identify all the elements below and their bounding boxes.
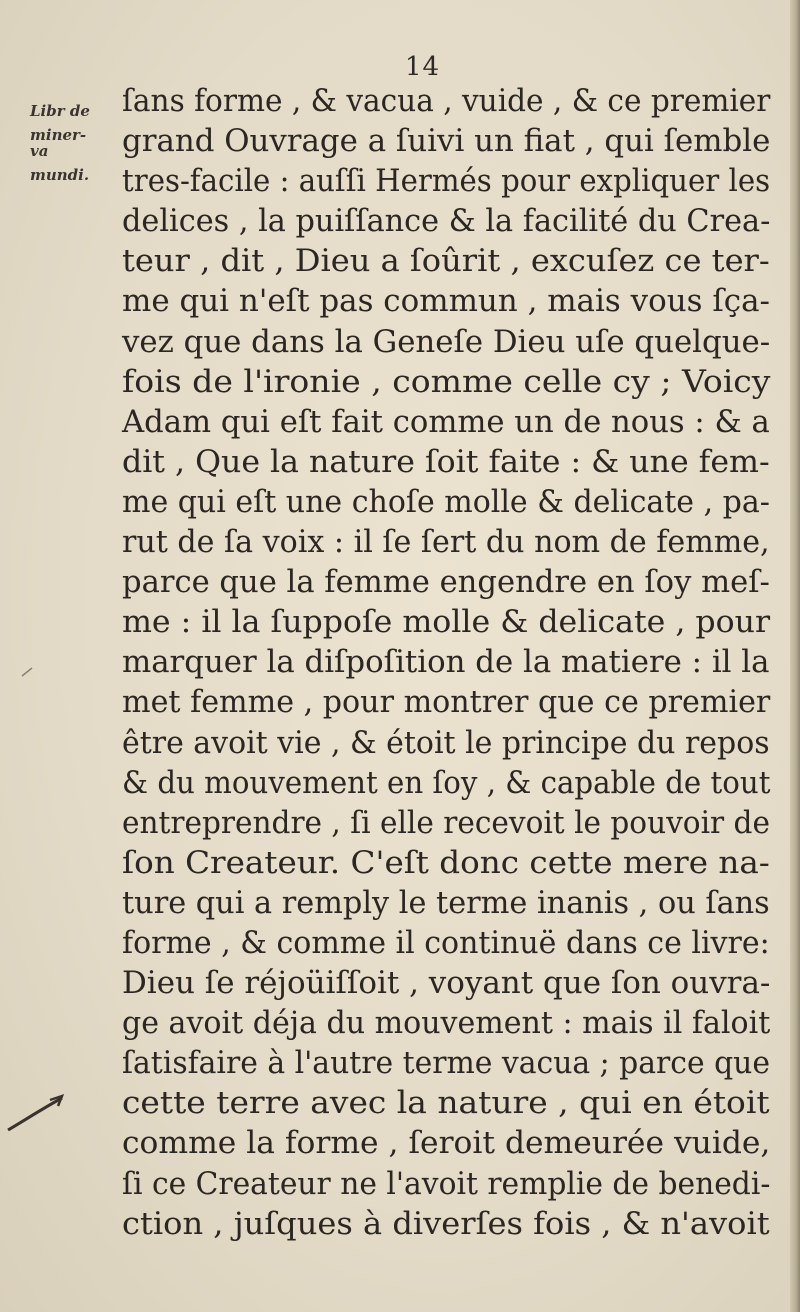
text-line: Adam qui eſt fait comme un de nous : & a xyxy=(122,404,770,440)
text-line: teur , dit , Dieu a ſoûrit , excuſez ce ter- xyxy=(122,244,770,280)
text-line: ſans forme , & vacua , vuide , & ce premier xyxy=(122,84,771,119)
page-number: 14 xyxy=(405,52,441,82)
text-line: ſatisfaire à l'autre terme vacua ; parce que xyxy=(122,1046,771,1082)
text-line: grand Ouvrage a ſuivi un fiat , qui ſemble xyxy=(122,124,771,160)
margin-note-line: mundi. xyxy=(30,166,90,184)
margin-note-line: miner- xyxy=(30,126,87,144)
text-line: être avoit vie , & étoit le principe du repos xyxy=(122,725,770,761)
text-line: me qui eſt une choſe molle & delicate , pa- xyxy=(122,484,770,520)
text-line: me : il la ſuppoſe molle & delicate , pour xyxy=(122,605,771,641)
text-line: cette terre avec la nature , qui en étoit xyxy=(122,1086,770,1122)
text-line: forme , & comme il continuë dans ce livre: xyxy=(122,925,770,961)
margin-note-line: Libr de xyxy=(30,102,90,120)
text-line: me qui n'eſt pas commun , mais vous ſça- xyxy=(122,284,770,320)
text-line: ction , juſques à diverſes fois , & n'avoit xyxy=(122,1206,770,1242)
margin-note-line: va xyxy=(30,142,49,160)
text-line: ſon Createur. C'eſt donc cette mere na- xyxy=(122,845,770,881)
text-line: dit , Que la nature ſoit faite : & une fem- xyxy=(122,444,770,480)
text-line: parce que la femme engendre en ſoy meſ- xyxy=(122,565,770,601)
text-line: vez que dans la Geneſe Dieu uſe quelque- xyxy=(122,324,771,360)
text-line: tres-facile : auſſi Hermés pour expliquer les xyxy=(122,164,771,200)
text-line: fois de l'ironie , comme celle cy ; Voicy xyxy=(122,364,771,400)
text-line: Dieu ſe réjoüiſſoit , voyant que ſon ouvra- xyxy=(122,966,771,1002)
pointing-hand-icon xyxy=(8,1098,62,1130)
margin-note xyxy=(30,97,120,189)
text-line: rut de ſa voix : il ſe ſert du nom de femme, xyxy=(122,525,770,561)
text-line: ge avoit déja du mouvement : mais il faloit xyxy=(122,1006,771,1042)
text-line: & du mouvement en ſoy , & capable de tout xyxy=(122,765,771,801)
text-line: ture qui a remply le terme inanis , ou ſans xyxy=(122,885,770,921)
text-line: met femme , pour montrer que ce premier xyxy=(122,685,771,721)
margin-tick-mark xyxy=(22,668,32,676)
text-line: comme la forme , ſeroit demeurée vuide, xyxy=(122,1126,771,1162)
text-line: ſi ce Createur ne l'avoit remplie de benedi- xyxy=(122,1166,771,1202)
text-line: delices , la puiſſance & la facilité du Crea- xyxy=(122,204,771,240)
body-text xyxy=(122,82,770,1245)
text-line: entreprendre , ſi elle recevoit le pouvoir de xyxy=(122,805,770,841)
text-line: marquer la diſpoſition de la matiere : il la xyxy=(122,645,770,681)
